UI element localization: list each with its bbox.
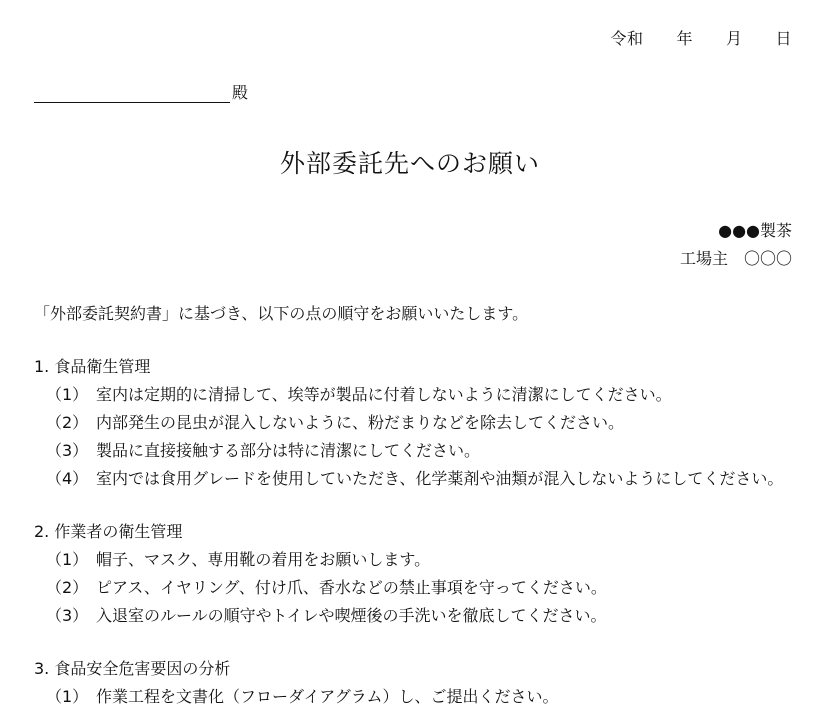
list-item: [34, 381, 814, 409]
list-item: [34, 409, 814, 437]
item-number: （1）: [46, 550, 89, 569]
section-food-hygiene: [34, 353, 814, 493]
list-item: [34, 437, 814, 465]
item-number: （3）: [46, 441, 89, 460]
item-text: 入退室のルールの順守やトイレや喫煙後の手洗いを徹底してください。: [96, 606, 607, 625]
item-number: （2）: [46, 578, 89, 597]
date-line: 令和 年 月 日: [610, 29, 792, 48]
list-item: [34, 602, 814, 630]
addressee-suffix: 殿: [232, 83, 249, 102]
list-item: [34, 546, 814, 574]
item-text: 帽子、マスク、専用靴の着用をお願いします。: [96, 550, 431, 569]
item-number: （3）: [46, 606, 89, 625]
intro-paragraph: 「外部委託契約書」に基づき、以下の点の順守をお願いいたします。: [34, 304, 529, 323]
section-hazard-analysis: [34, 655, 814, 711]
list-item: [34, 683, 814, 711]
item-text: 作業工程を文書化（フローダイアグラム）し、ご提出ください。: [96, 687, 559, 706]
item-text: 内部発生の昆虫が混入しないように、粉だまりなどを除去してください。: [96, 413, 625, 432]
item-text: ピアス、イヤリング、付け爪、香水などの禁止事項を守ってください。: [96, 578, 607, 597]
sender-manager: 工場主 〇〇〇: [679, 249, 792, 268]
list-item: [34, 465, 814, 493]
addressee: [34, 80, 248, 103]
section-heading: 2. 作業者の衛生管理: [34, 522, 183, 541]
item-text: 製品に直接接触する部分は特に清潔にしてください。: [96, 441, 481, 460]
item-number: （1）: [46, 385, 89, 404]
item-number: （4）: [46, 469, 89, 488]
document-title: 外部委託先へのお願い: [279, 149, 540, 178]
section-heading: 3. 食品安全危害要因の分析: [34, 659, 231, 678]
section-worker-hygiene: [34, 518, 814, 630]
list-item: [34, 574, 814, 602]
section-heading: 1. 食品衛生管理: [34, 357, 151, 376]
item-text: 室内は定期的に清掃して、埃等が製品に付着しないように清潔にしてください。: [96, 385, 672, 404]
addressee-blank-line: [34, 84, 230, 103]
item-number: （2）: [46, 413, 89, 432]
item-number: （1）: [46, 687, 89, 706]
sender-company: ●●●製茶: [718, 221, 792, 240]
item-text: 室内では食用グレードを使用していただき、化学薬剤や油類が混入しないようにしてください。: [96, 469, 784, 488]
